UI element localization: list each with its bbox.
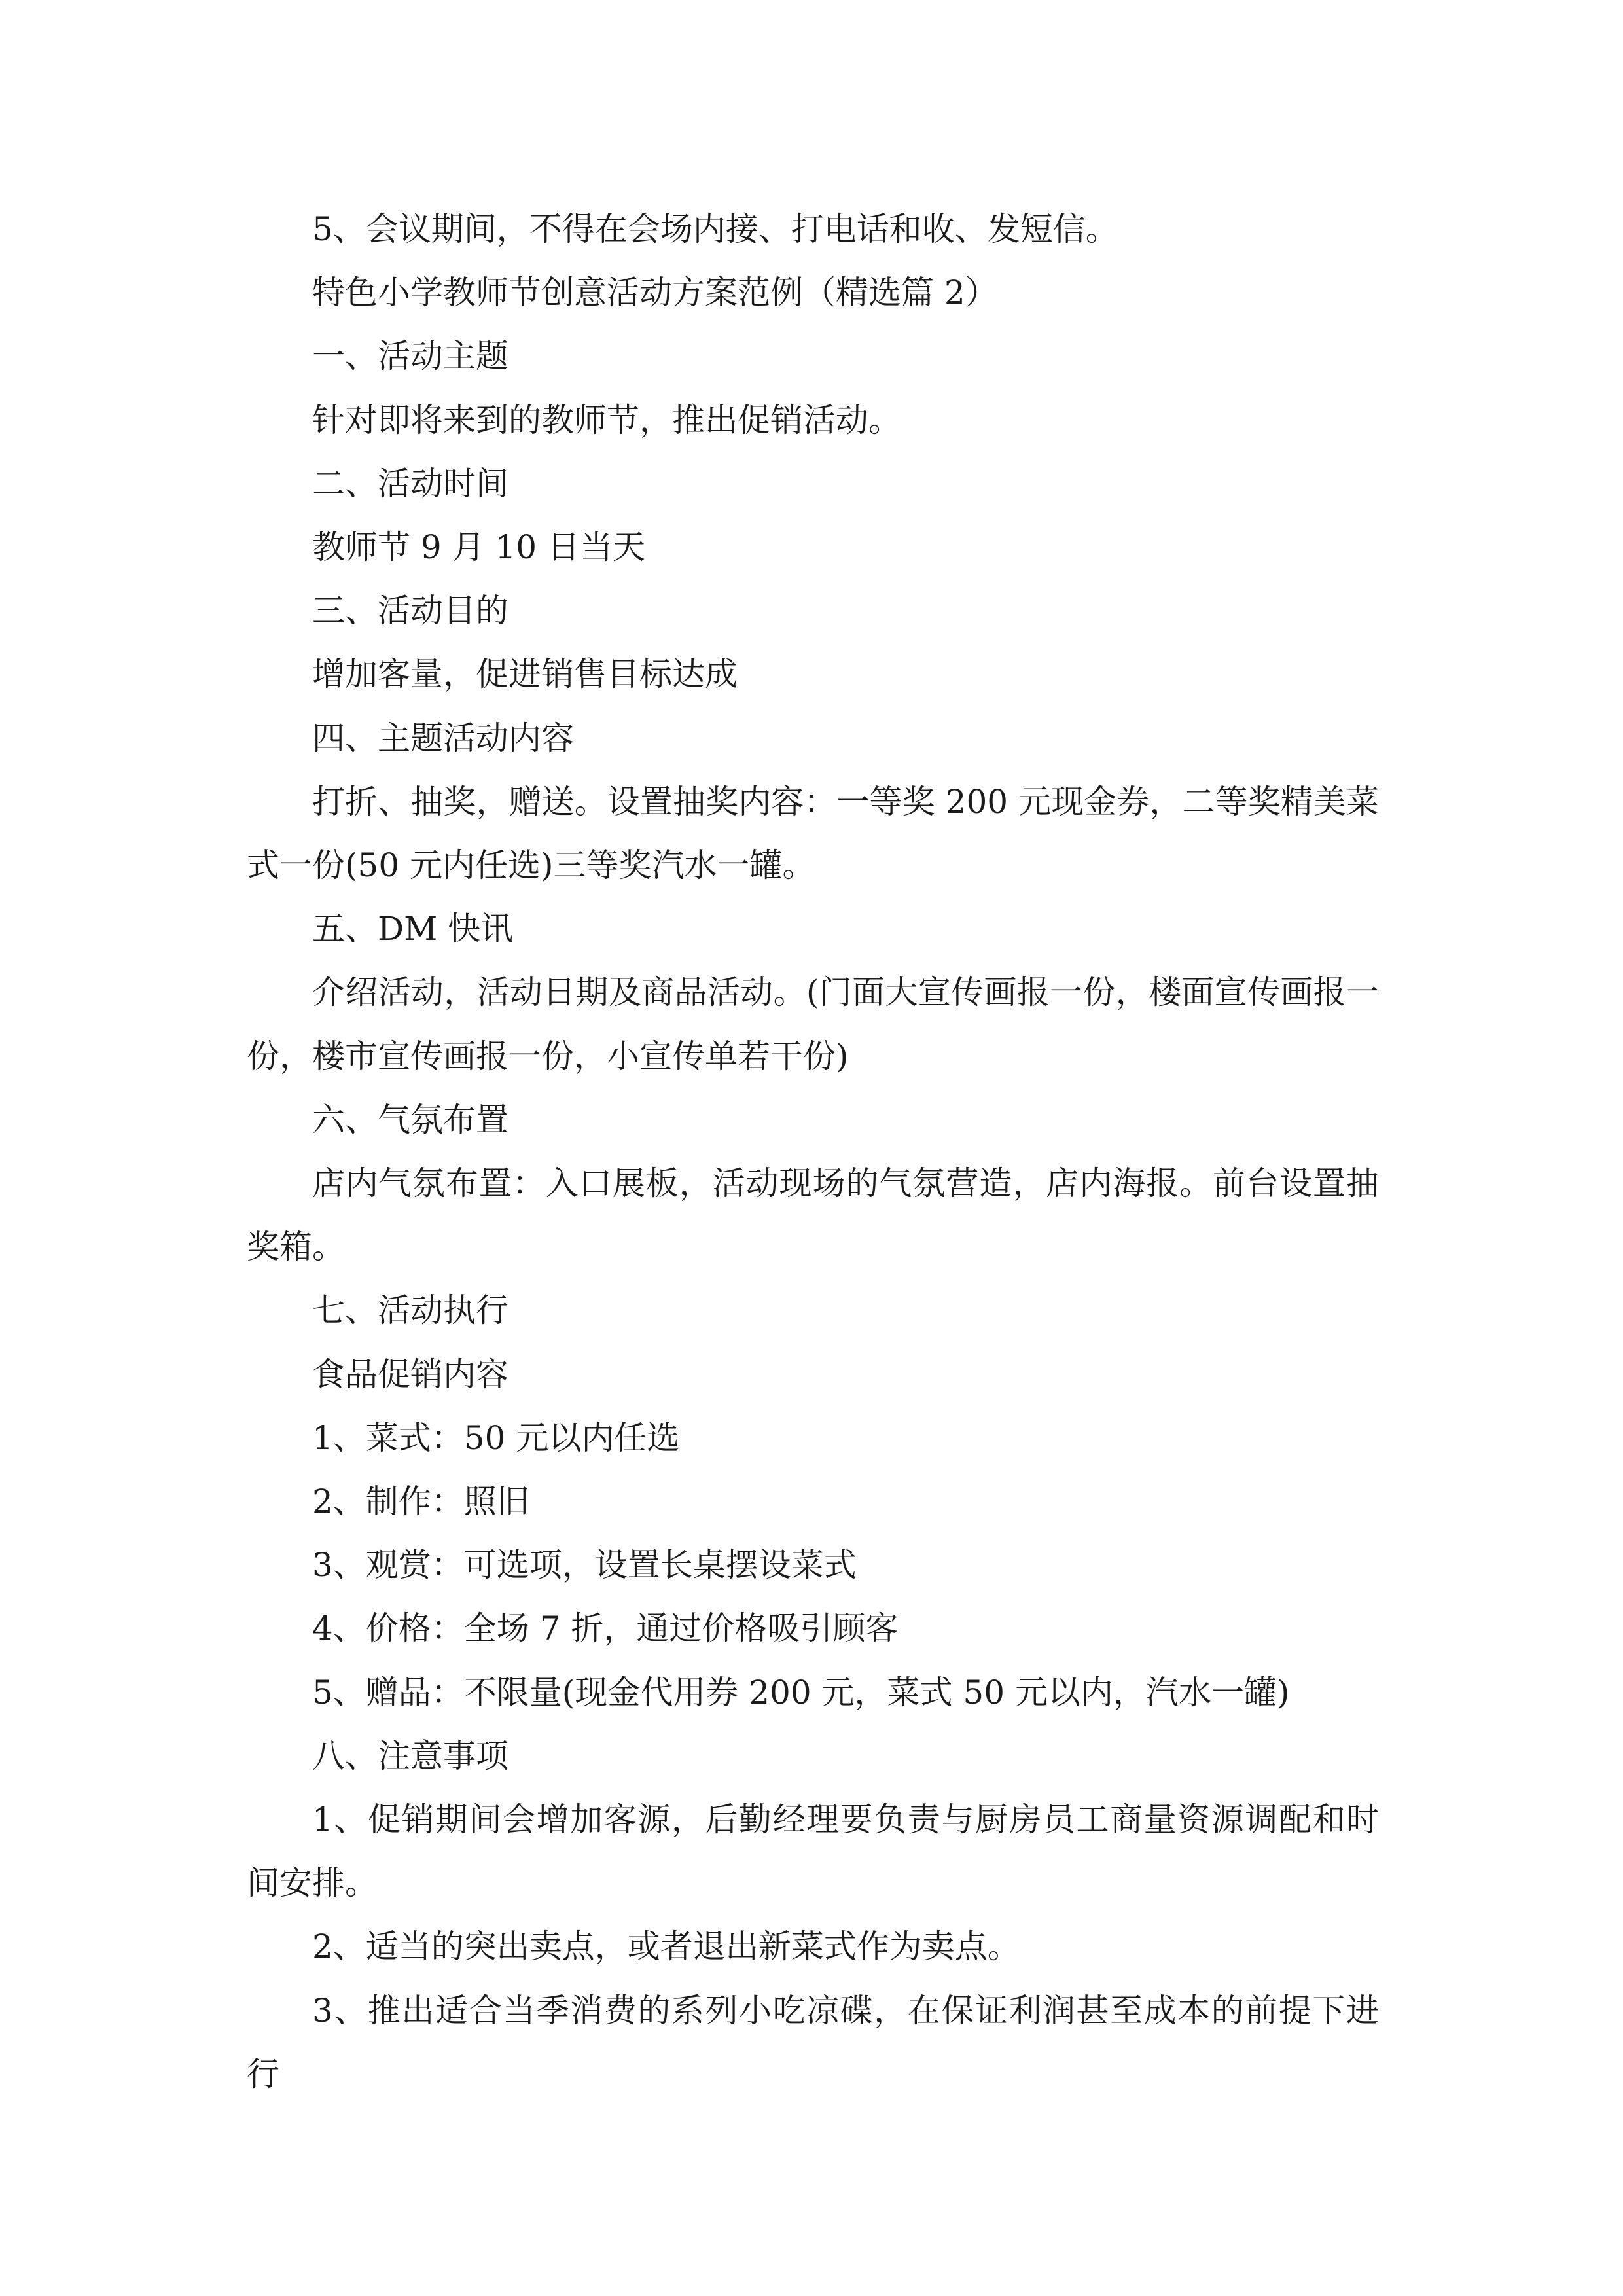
heading-dm-news: 五、DM 快讯 [312, 910, 514, 948]
section-title: 特色小学教师节创意活动方案范例（精选篇 2） [312, 274, 998, 312]
list-item-display: 3、观赏：可选项，设置长桌摆设菜式 [312, 1546, 857, 1585]
list-item-production: 2、制作：照旧 [312, 1482, 529, 1521]
paragraph-atmosphere-text: 店内气氛布置：入口展板，活动现场的气氛营造，店内海报。前台设置抽奖箱。 [247, 1164, 1379, 1266]
paragraph-theme-text: 针对即将来到的教师节，推出促销活动。 [312, 401, 901, 439]
paragraph-goal-text: 增加客量，促进销售目标达成 [312, 655, 738, 694]
heading-atmosphere: 六、气氛布置 [312, 1100, 508, 1139]
paragraph-content-text: 打折、抽奖，赠送。设置抽奖内容：一等奖 200 元现金券，二等奖精美菜式一份(50 元内任选)三等奖汽水一罐。 [247, 782, 1379, 885]
list-item-note-2: 2、适当的突出卖点，或者退出新菜式作为卖点。 [312, 1928, 1020, 1966]
list-item-price: 4、价格：全场 7 折，通过价格吸引顾客 [312, 1609, 899, 1648]
heading-execution: 七、活动执行 [312, 1291, 508, 1330]
list-item-note-1: 1、促销期间会增加客源，后勤经理要负责与厨房员工商量资源调配和时间安排。 [247, 1801, 1379, 1903]
heading-activity-time: 二、活动时间 [312, 464, 508, 503]
document-body [247, 198, 1379, 2106]
paragraph-time-text: 教师节 9 月 10 日当天 [312, 528, 646, 567]
paragraph-food-promo: 食品促销内容 [312, 1355, 508, 1393]
list-item-gifts: 5、赠品：不限量(现金代用券 200 元，菜式 50 元以内，汽水一罐) [312, 1673, 1290, 1712]
heading-activity-goal: 三、活动目的 [312, 592, 508, 630]
heading-activity-theme: 一、活动主题 [312, 337, 508, 376]
paragraph-dm-text: 介绍活动，活动日期及商品活动。(门面大宣传画报一份，楼面宣传画报一份，楼市宣传画报一份，小宣传单若干份) [247, 973, 1379, 1075]
heading-activity-content: 四、主题活动内容 [312, 719, 574, 757]
list-item-note-3: 3、推出适合当季消费的系列小吃凉碟，在保证利润甚至成本的前提下进行 [247, 1991, 1379, 2093]
list-item-dishes: 1、菜式：50 元以内任选 [312, 1418, 680, 1457]
heading-notes: 八、注意事项 [312, 1736, 508, 1775]
paragraph-meeting-rule-5: 5、会议期间，不得在会场内接、打电话和收、发短信。 [312, 210, 1118, 248]
